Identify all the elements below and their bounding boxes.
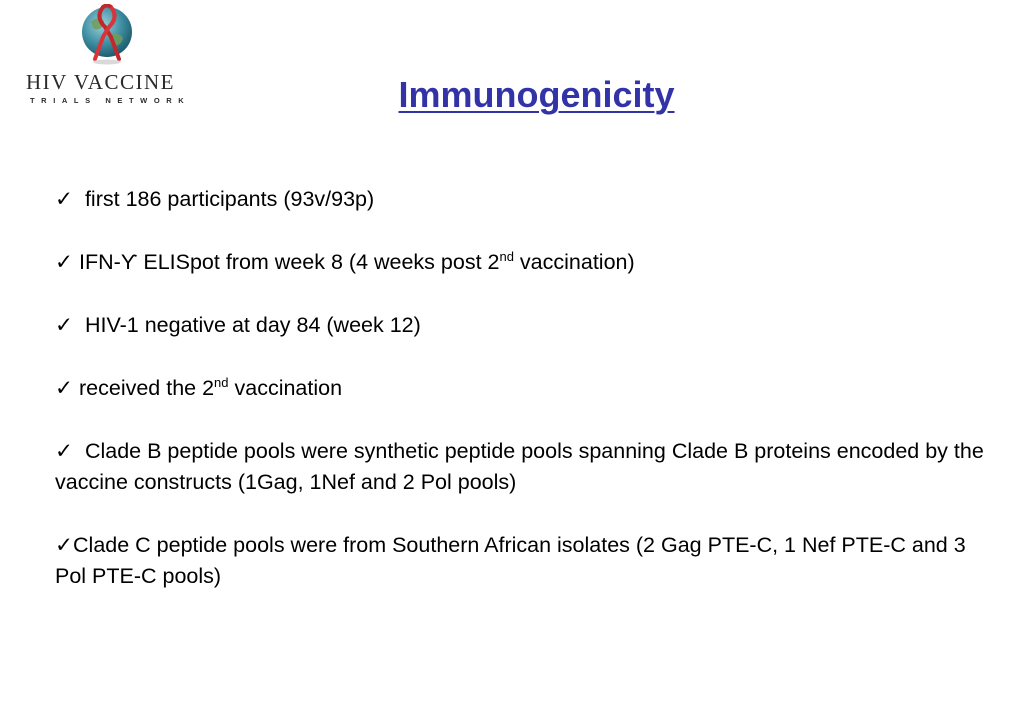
bullet-elispot bbox=[55, 247, 985, 278]
bullet-clade-b bbox=[55, 436, 990, 498]
bullet-list bbox=[55, 184, 990, 624]
check-icon: ✓ bbox=[55, 439, 74, 463]
slide-title: Immunogenicity bbox=[398, 74, 675, 115]
bullet-text: Clade C peptide pools were from Southern African isolates (2 Gag PTE-C, 1 Nef PTE-C and 3 Pol PTE-C pools) bbox=[55, 533, 972, 588]
bullet-text-pre: IFN-ϒ ELISpot from week 8 (4 weeks post 2 bbox=[73, 250, 500, 274]
bullet-text: first 186 participants (93v/93p) bbox=[73, 187, 375, 211]
check-icon: ✓ bbox=[55, 250, 74, 274]
bullet-text: Clade B peptide pools were synthetic peptide pools spanning Clade B proteins encoded by the vaccine constructs (1Gag, 1Nef and 2 Pol pools) bbox=[55, 439, 990, 494]
bullet-hiv-negative bbox=[55, 310, 985, 341]
bullet-text: HIV-1 negative at day 84 (week 12) bbox=[73, 313, 421, 337]
bullet-participants bbox=[55, 184, 985, 215]
bullet-text-post: vaccination) bbox=[513, 250, 635, 274]
check-icon: ✓ bbox=[55, 187, 74, 211]
logo-title: HIV VACCINE bbox=[26, 70, 175, 94]
globe-ribbon-icon bbox=[81, 4, 133, 66]
bullet-text-pre: received the 2 bbox=[73, 376, 215, 400]
bullet-second-vaccination bbox=[55, 373, 985, 404]
bullet-sup: nd bbox=[214, 375, 229, 390]
bullet-text-post: vaccination bbox=[228, 376, 343, 400]
bullet-sup: nd bbox=[499, 249, 514, 264]
check-icon: ✓ bbox=[55, 533, 74, 557]
bullet-clade-c bbox=[55, 530, 985, 592]
logo-subtitle: TRIALS NETWORK bbox=[30, 96, 191, 105]
check-icon: ✓ bbox=[55, 313, 74, 337]
check-icon: ✓ bbox=[55, 376, 74, 400]
